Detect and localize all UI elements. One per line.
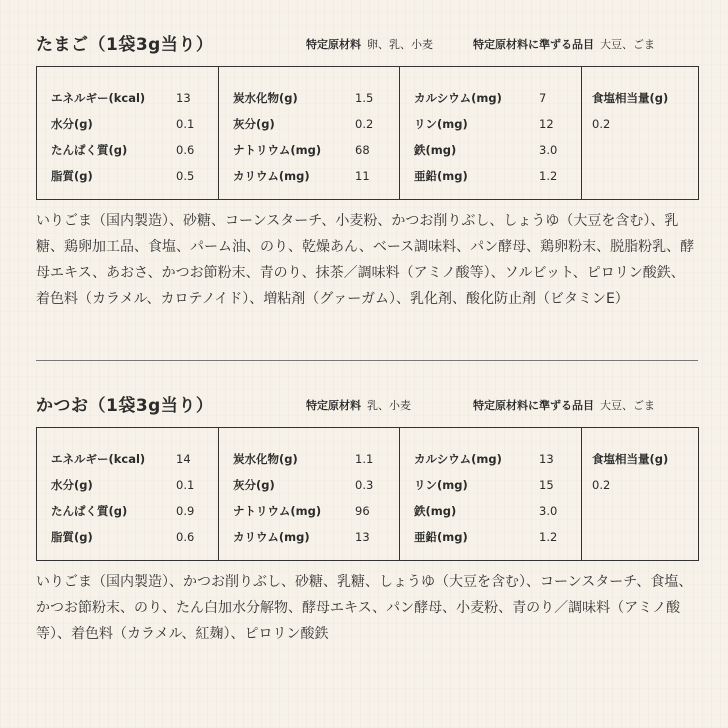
nutrient-value: 14 — [176, 452, 191, 466]
nutrient-name: 水分(g) — [51, 117, 93, 131]
nutrient-name: 灰分(g) — [233, 117, 275, 131]
nutrient-name: 鉄(mg) — [414, 143, 457, 157]
nutrient-row — [233, 163, 399, 189]
nutrient-value: 96 — [355, 504, 370, 518]
nutrient-name: 脂質(g) — [51, 169, 93, 183]
nutrient-row — [51, 524, 218, 550]
nutrient-value: 1.5 — [355, 91, 374, 105]
nutrient-value: 0.2 — [355, 117, 374, 131]
nutrient-row — [233, 524, 399, 550]
nutrition-column — [400, 428, 582, 561]
nutrient-row — [51, 163, 218, 189]
nutrition-column — [219, 67, 400, 200]
nutrient-value: 7 — [539, 91, 547, 105]
product-section-katsuo — [36, 391, 698, 642]
section-divider — [36, 360, 698, 361]
nutrient-name: 脂質(g) — [51, 530, 93, 544]
product-title: かつお（1袋3g当り） — [36, 396, 214, 416]
nutrient-name: 炭水化物(g) — [233, 452, 298, 466]
allergen-info — [306, 36, 433, 52]
allergen-value: 卵、乳、小麦 — [367, 38, 433, 51]
nutrient-name: リン(mg) — [414, 478, 468, 492]
nutrient-value: 0.5 — [176, 169, 195, 183]
allergen-secondary-value: 大豆、ごま — [600, 399, 655, 412]
allergen-info — [306, 397, 411, 413]
nutrient-name: カリウム(mg) — [233, 530, 310, 544]
nutrient-name: たんぱく質(g) — [51, 143, 128, 157]
salt-name: 食塩相当量(g) — [592, 91, 669, 105]
nutrient-row — [233, 498, 399, 524]
nutrient-name: カルシウム(mg) — [414, 91, 502, 105]
allergen-value: 乳、小麦 — [367, 399, 411, 412]
nutrient-value: 0.1 — [176, 117, 195, 131]
nutrition-table — [36, 66, 699, 200]
allergen-secondary-label: 特定原材料に準ずる品目 — [473, 399, 594, 412]
salt-value: 0.2 — [592, 478, 611, 492]
nutrient-row — [414, 85, 581, 111]
salt-name: 食塩相当量(g) — [592, 452, 669, 466]
nutrient-row — [51, 111, 218, 137]
nutrient-name: たんぱく質(g) — [51, 504, 128, 518]
nutrient-row — [51, 472, 218, 498]
nutrient-name: カリウム(mg) — [233, 169, 310, 183]
nutrient-row — [414, 446, 581, 472]
section-header — [36, 30, 698, 58]
nutrient-value: 1.2 — [539, 169, 558, 183]
nutrient-value: 13 — [355, 530, 370, 544]
allergen-label: 特定原材料 — [306, 399, 361, 412]
ingredients-text: いりごま（国内製造）、砂糖、コーンスターチ、小麦粉、かつお削りぶし、しょうゆ（大豆を含む）、乳糖、鶏卵加工品、食塩、パーム油、のり、乾燥あん、ベース調味料、パン酵母、鶏卵粉末、脱脂粉乳、酵母エキス、あおさ、かつお節粉末、青のり、抹茶／調味料（アミノ酸等）、ソルビット、ピロリン酸鉄、着色料（カラメル、カロテノイド）、増粘剤（グァーガム）、乳化剤、酸化防止剤（ビタミンE） — [36, 213, 695, 307]
allergen-secondary-label: 特定原材料に準ずる品目 — [473, 38, 594, 51]
nutrient-row — [233, 472, 399, 498]
allergen-secondary-info — [473, 36, 655, 52]
nutrient-name: 灰分(g) — [233, 478, 275, 492]
nutrient-row — [414, 137, 581, 163]
nutrient-row — [414, 163, 581, 189]
nutrient-name: エネルギー(kcal) — [51, 91, 146, 105]
nutrient-value: 1.2 — [539, 530, 558, 544]
nutrient-value: 11 — [355, 169, 370, 183]
nutrient-name: ナトリウム(mg) — [233, 504, 322, 518]
nutrition-column — [400, 67, 582, 200]
nutrient-name: 亜鉛(mg) — [414, 530, 468, 544]
nutrition-column — [37, 428, 219, 561]
nutrient-row — [414, 111, 581, 137]
nutrient-name: 鉄(mg) — [414, 504, 457, 518]
nutrient-value: 3.0 — [539, 143, 558, 157]
nutrient-value: 0.9 — [176, 504, 195, 518]
nutrient-row — [414, 498, 581, 524]
nutrition-column — [37, 67, 219, 200]
nutrient-value: 12 — [539, 117, 554, 131]
allergen-secondary-info — [473, 397, 655, 413]
salt-column — [582, 428, 699, 561]
nutrient-row — [51, 85, 218, 111]
nutrition-column — [219, 428, 400, 561]
nutrient-value: 3.0 — [539, 504, 558, 518]
salt-column — [582, 67, 699, 200]
salt-value: 0.2 — [592, 117, 611, 131]
nutrient-value: 0.1 — [176, 478, 195, 492]
nutrient-row — [233, 111, 399, 137]
product-title: たまご（1袋3g当り） — [36, 35, 214, 55]
section-header — [36, 391, 698, 419]
nutrient-row — [414, 472, 581, 498]
nutrient-name: ナトリウム(mg) — [233, 143, 322, 157]
nutrient-value: 0.3 — [355, 478, 374, 492]
nutrient-value: 13 — [539, 452, 554, 466]
nutrient-value: 0.6 — [176, 143, 195, 157]
nutrient-value: 1.1 — [355, 452, 374, 466]
nutrient-row — [233, 137, 399, 163]
nutrient-row — [233, 446, 399, 472]
nutrient-row — [414, 524, 581, 550]
nutrient-name: 炭水化物(g) — [233, 91, 298, 105]
nutrient-value: 68 — [355, 143, 370, 157]
nutrient-row — [51, 498, 218, 524]
nutrition-table — [36, 427, 699, 561]
nutrient-value: 15 — [539, 478, 554, 492]
allergen-secondary-value: 大豆、ごま — [600, 38, 655, 51]
product-section-tamago — [36, 30, 698, 307]
nutrient-row — [233, 85, 399, 111]
allergen-label: 特定原材料 — [306, 38, 361, 51]
nutrient-value: 0.6 — [176, 530, 195, 544]
nutrient-name: リン(mg) — [414, 117, 468, 131]
nutrient-value: 13 — [176, 91, 191, 105]
nutrient-row — [51, 137, 218, 163]
nutrient-name: カルシウム(mg) — [414, 452, 502, 466]
nutrient-name: エネルギー(kcal) — [51, 452, 146, 466]
ingredients-text: いりごま（国内製造）、かつお削りぶし、砂糖、乳糖、しょうゆ（大豆を含む）、コーンスターチ、食塩、かつお節粉末、のり、たん白加水分解物、酵母エキス、パン酵母、小麦粉、青のり／調味料（アミノ酸等）、着色料（カラメル、紅麹）、ピロリン酸鉄 — [36, 574, 693, 642]
nutrient-row — [51, 446, 218, 472]
nutrient-name: 亜鉛(mg) — [414, 169, 468, 183]
nutrient-name: 水分(g) — [51, 478, 93, 492]
